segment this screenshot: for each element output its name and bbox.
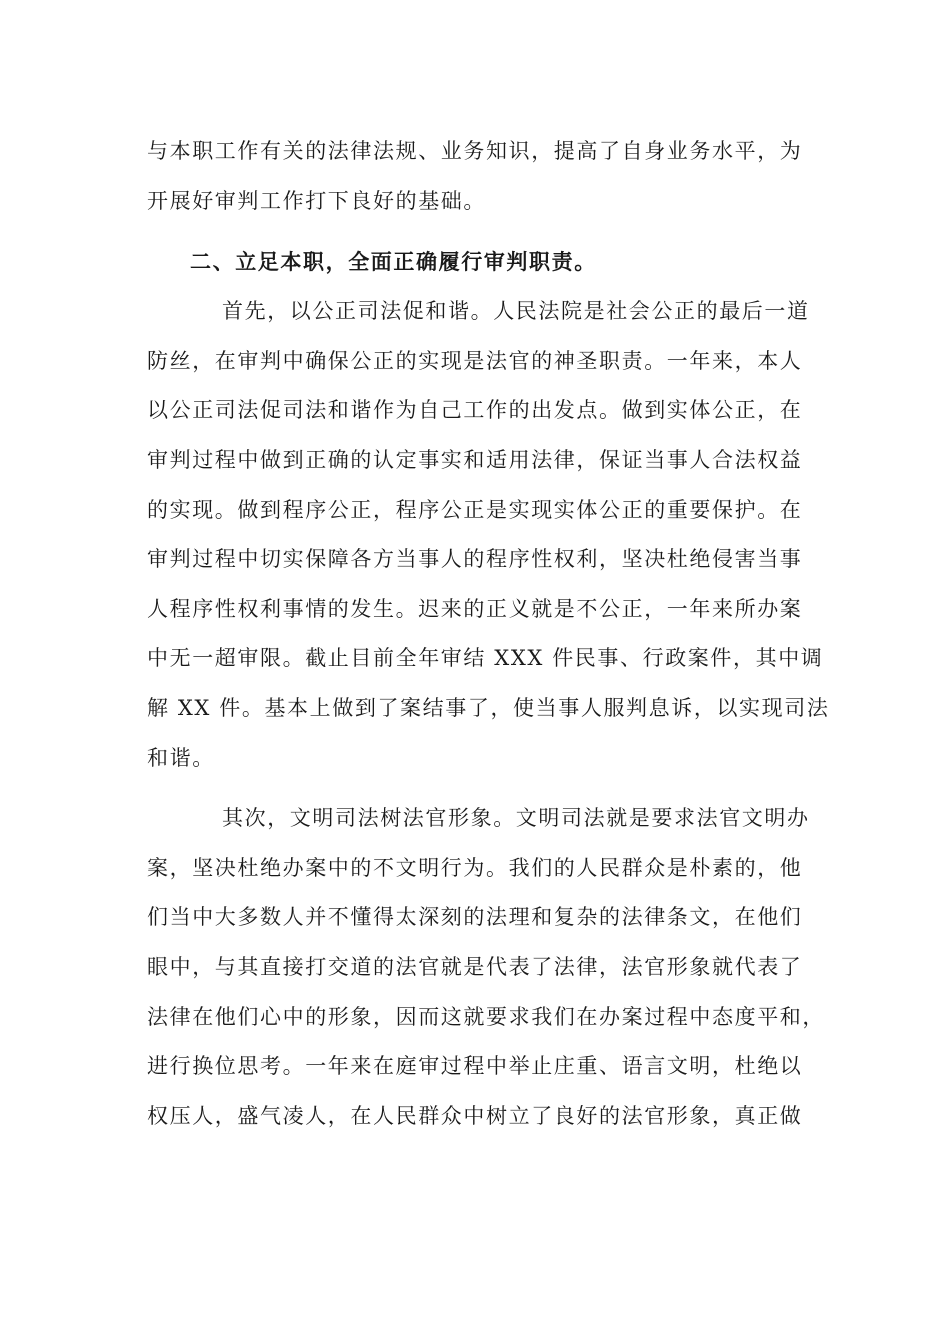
paragraph-line: 中无一超审限。截止目前全年审结 XXX 件民事、行政案件，其中调: [147, 646, 824, 670]
intro-line: 开展好审判工作打下良好的基础。: [147, 189, 486, 213]
paragraph-line: 们当中大多数人并不懂得太深刻的法理和复杂的法律条文，在他们: [147, 905, 803, 929]
paragraph-line: 解 XX 件。基本上做到了案结事了，使当事人服判息诉，以实现司法: [147, 696, 830, 720]
paragraph-line: 其次，文明司法树法官形象。文明司法就是要求法官文明办: [222, 806, 810, 830]
intro-line: 与本职工作有关的法律法规、业务知识，提高了自身业务水平，为: [147, 139, 803, 163]
paragraph-line: 的实现。做到程序公正，程序公正是实现实体公正的重要保护。在: [147, 498, 803, 522]
paragraph-line: 审判过程中切实保障各方当事人的程序性权利，坚决杜绝侵害当事: [147, 547, 803, 571]
paragraph-line: 权压人，盛气凌人，在人民群众中树立了良好的法官形象，真正做: [147, 1104, 803, 1128]
paragraph-line: 法律在他们心中的形象，因而这就要求我们在办案过程中态度平和，: [147, 1005, 825, 1029]
paragraph-line: 进行换位思考。一年来在庭审过程中举止庄重、语言文明，杜绝以: [147, 1054, 803, 1078]
paragraph-line: 首先，以公正司法促和谐。人民法院是社会公正的最后一道: [222, 299, 810, 323]
paragraph-line: 以公正司法促司法和谐作为自己工作的出发点。做到实体公正，在: [147, 398, 803, 422]
paragraph-line: 眼中，与其直接打交道的法官就是代表了法律，法官形象就代表了: [147, 955, 803, 979]
paragraph-line: 人程序性权利事情的发生。迟来的正义就是不公正，一年来所办案: [147, 597, 803, 621]
paragraph-line: 防丝，在审判中确保公正的实现是法官的神圣职责。一年来，本人: [147, 349, 803, 373]
paragraph-line: 案，坚决杜绝办案中的不文明行为。我们的人民群众是朴素的，他: [147, 856, 803, 880]
section-heading: 二、立足本职，全面正确履行审判职责。: [190, 249, 597, 274]
paragraph-line: 审判过程中做到正确的认定事实和适用法律，保证当事人合法权益: [147, 448, 803, 472]
paragraph-line: 和谐。: [147, 746, 215, 770]
